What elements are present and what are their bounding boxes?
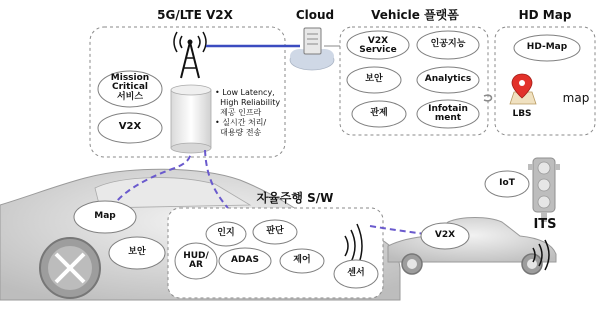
car-label-0: Map [94,211,116,221]
lbs-label: LBS [512,109,532,119]
vehicle-platform-title: Vehicle 플랫폼 [371,8,459,22]
mission-critical-label: Mission Critical 서비스 [110,73,150,102]
sw-label-1: 판단 [266,226,284,236]
map-label: map [562,91,590,105]
platform-label-3: Analytics [424,74,472,84]
sw-label-0: 인지 [217,228,235,238]
sw-label-3: ADAS [231,255,259,265]
sw-label-5: 센서 [347,268,365,278]
v2x-section-title: 5G/LTE V2X [157,8,233,22]
platform-label-4: 관제 [370,108,388,118]
front-wheel-icon [40,238,100,298]
traffic-light-icon [528,158,560,222]
v2x-notes: • Low Latency, High Reliability 제공 인프라 • 실시간 처리/ 대용량 전송 [215,88,281,137]
cloud-server-icon [290,28,334,70]
platform-label-5: Infotain ment [428,104,468,124]
infrastructure-cylinder-icon [171,85,211,153]
sw-label-2: HUD/ AR [183,251,209,271]
cloud-section-title: Cloud [295,8,335,22]
its-label: ITS [533,217,557,232]
platform-label-0: V2X Service [359,36,397,56]
small-car-v2x-label: V2X [434,230,456,240]
iot-label: IoT [499,178,515,188]
hdmap-pill-label: HD-Map [526,42,568,52]
car-label-1: 보안 [128,247,146,257]
autonomous-sw-title: 자율주행 S/W [256,191,334,205]
platform-label-1: 인공지능 [430,39,466,49]
hdmap-section-title: HD Map [518,8,572,22]
sw-label-4: 제어 [293,255,311,265]
platform-label-2: 보안 [365,74,383,84]
v2x-label: V2X [118,121,142,132]
